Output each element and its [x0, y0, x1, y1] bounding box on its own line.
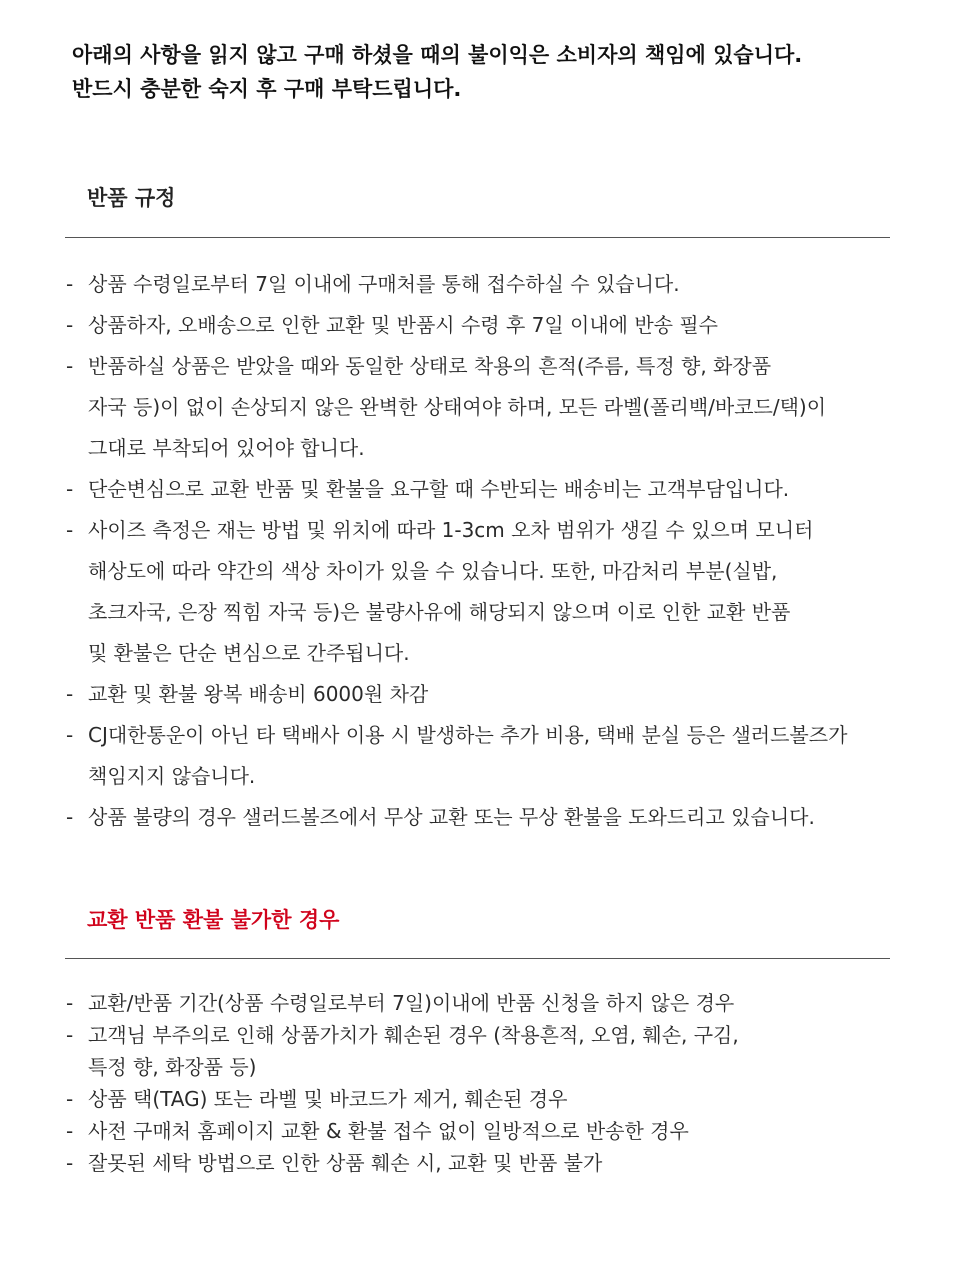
exceptions-divider: [65, 958, 890, 959]
return-policy-list: [66, 264, 916, 838]
list-item-text: 고객님 부주의로 인해 상품가치가 훼손된 경우 (착용흔적, 오염, 훼손, 구김,: [88, 1023, 739, 1047]
purchase-notice: [72, 38, 912, 106]
list-item-text: 책임지지 않습니다.: [88, 764, 256, 788]
list-item: [66, 674, 916, 715]
list-item: [66, 305, 916, 346]
list-item-text: 상품 택(TAG) 또는 라벨 및 바코드가 제거, 훼손된 경우: [88, 1087, 568, 1111]
notice-line-2: 반드시 충분한 숙지 후 구매 부탁드립니다.: [72, 77, 462, 101]
list-item-text: 교환/반품 기간(상품 수령일로부터 7일)이내에 반품 신청을 하지 않은 경우: [88, 991, 735, 1015]
exceptions-title: 교환 반품 환불 불가한 경우: [87, 908, 340, 932]
list-item: [66, 346, 916, 469]
list-item-text: 자국 등)이 없이 손상되지 않은 완벽한 상태여야 하며, 모든 라벨(폴리백/바코드/택)이: [88, 395, 827, 419]
bullet-dash: -: [66, 1023, 74, 1047]
bullet-dash: -: [66, 723, 74, 747]
list-item: [66, 1019, 916, 1083]
list-item-text: 단순변심으로 교환 반품 및 환불을 요구할 때 수반되는 배송비는 고객부담입니다.: [88, 477, 790, 501]
list-item-text: 사전 구매처 홈페이지 교환 & 환불 접수 없이 일방적으로 반송한 경우: [88, 1119, 689, 1143]
list-item-text: 해상도에 따라 약간의 색상 차이가 있을 수 있습니다. 또한, 마감처리 부분(실밥,: [88, 559, 778, 583]
list-item: [66, 1147, 916, 1179]
bullet-dash: -: [66, 1119, 74, 1143]
return-policy-title: 반품 규정: [87, 186, 176, 210]
bullet-dash: -: [66, 272, 74, 296]
return-policy-divider: [65, 237, 890, 238]
list-item-text: 잘못된 세탁 방법으로 인한 상품 훼손 시, 교환 및 반품 불가: [88, 1151, 603, 1175]
bullet-dash: -: [66, 682, 74, 706]
bullet-dash: -: [66, 1151, 74, 1175]
list-item-text: 상품하자, 오배송으로 인한 교환 및 반품시 수령 후 7일 이내에 반송 필수: [88, 313, 718, 337]
bullet-dash: -: [66, 313, 74, 337]
list-item-text: 상품 불량의 경우 샐러드볼즈에서 무상 교환 또는 무상 환불을 도와드리고 있습니다.: [88, 805, 815, 829]
list-item: [66, 1083, 916, 1115]
list-item-text: 사이즈 측정은 재는 방법 및 위치에 따라 1-3cm 오차 범위가 생길 수 있으며 모니터: [88, 518, 814, 542]
list-item: [66, 987, 916, 1019]
list-item-text: 상품 수령일로부터 7일 이내에 구매처를 통해 접수하실 수 있습니다.: [88, 272, 680, 296]
list-item-text: 교환 및 환불 왕복 배송비 6000원 차감: [88, 682, 429, 706]
list-item-text: 반품하실 상품은 받았을 때와 동일한 상태로 착용의 흔적(주름, 특정 향, 화장품: [88, 354, 772, 378]
list-item: [66, 510, 916, 674]
list-item-text: 초크자국, 은장 찍힘 자국 등)은 불량사유에 해당되지 않으며 이로 인한 교환 반품: [88, 600, 791, 624]
list-item: [66, 797, 916, 838]
list-item: [66, 264, 916, 305]
list-item: [66, 715, 916, 797]
list-item-text: CJ대한통운이 아닌 타 택배사 이용 시 발생하는 추가 비용, 택배 분실 등은 샐러드볼즈가: [88, 723, 848, 747]
list-item-text: 특정 향, 화장품 등): [88, 1055, 257, 1079]
bullet-dash: -: [66, 518, 74, 542]
notice-line-1: 아래의 사항을 읽지 않고 구매 하셨을 때의 불이익은 소비자의 책임에 있습니다.: [72, 43, 803, 67]
bullet-dash: -: [66, 1087, 74, 1111]
list-item: [66, 469, 916, 510]
list-item-text: 및 환불은 단순 변심으로 간주됩니다.: [88, 641, 410, 665]
bullet-dash: -: [66, 477, 74, 501]
list-item: [66, 1115, 916, 1147]
bullet-dash: -: [66, 991, 74, 1015]
list-item-text: 그대로 부착되어 있어야 합니다.: [88, 436, 365, 460]
bullet-dash: -: [66, 805, 74, 829]
bullet-dash: -: [66, 354, 74, 378]
exceptions-list: [66, 987, 916, 1179]
